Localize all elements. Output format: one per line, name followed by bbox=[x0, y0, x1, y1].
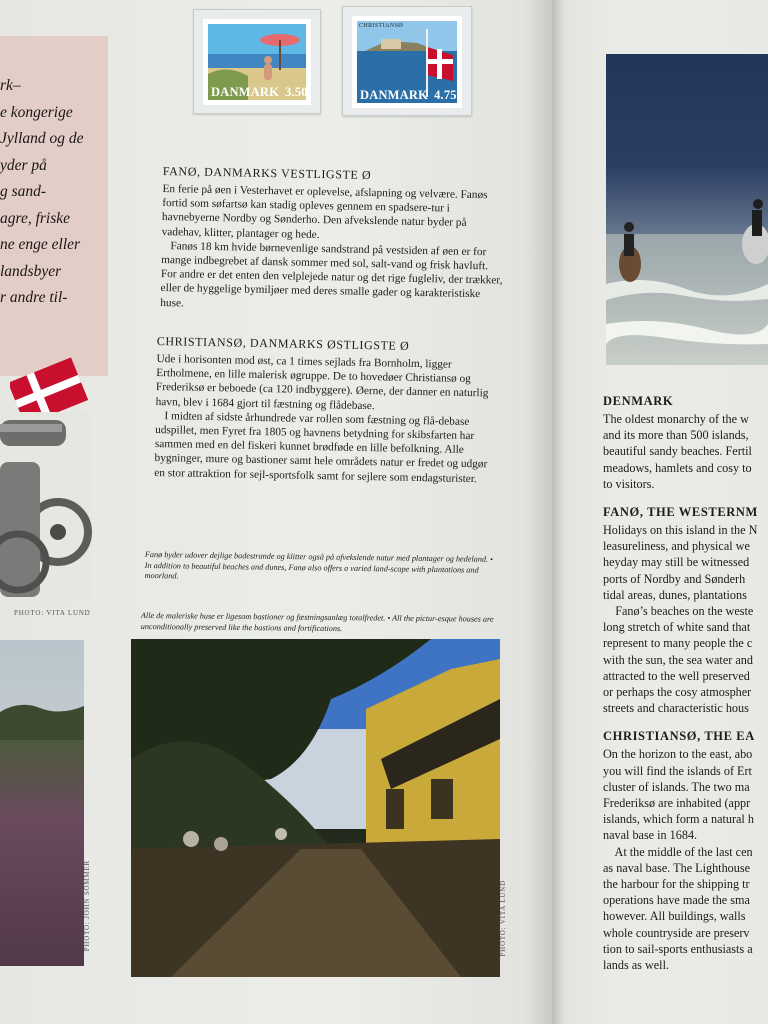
text-line: to visitors. bbox=[603, 476, 655, 491]
stamp-value-label bbox=[211, 85, 308, 100]
text-line: operations have made the sma bbox=[603, 893, 750, 908]
stamp-mount bbox=[193, 9, 321, 114]
heath-landscape-image bbox=[0, 640, 84, 966]
village-photo-credit: PHOTO: VITA LUND bbox=[499, 880, 507, 957]
text-line: The oldest monarchy of the w bbox=[603, 412, 749, 426]
christianso-body bbox=[154, 352, 502, 486]
fano-paragraph: Fanøs 18 km hvide børnevenlige sandstrand på vestsiden af øen er for mange indbegrebet af dansk sommer med sol, salt-vand og frisk havluft. For andre er det enten den velplejede natur og det rige fugleliv, der trækker, eller de hyggelige bymiljøer med deres smalle gader og karakteristiske huse. bbox=[160, 239, 503, 310]
text-line: ports of Nordby and Sønderh bbox=[603, 571, 746, 586]
panel-text bbox=[0, 73, 108, 312]
fano-en-body bbox=[603, 522, 768, 716]
text-line: attracted to the well preserved bbox=[603, 668, 750, 683]
panel-line: r andre til- bbox=[0, 289, 68, 306]
text-line: and its more than 500 islands, bbox=[603, 428, 749, 443]
pink-text-panel bbox=[0, 36, 108, 376]
text-line: whole countryside are preserv bbox=[603, 925, 750, 940]
horse-riders-beach-image bbox=[606, 54, 768, 365]
denmark-body bbox=[603, 411, 768, 492]
text-line: islands, which form a natural h bbox=[603, 812, 754, 827]
cannon-photo-credit: PHOTO: VITA LUND bbox=[14, 609, 91, 617]
text-line: you will find the islands of Ert bbox=[603, 763, 752, 778]
text-line: the harbour for the shipping tr bbox=[603, 877, 750, 892]
fano-body bbox=[160, 182, 506, 316]
panel-line: ne enge eller bbox=[0, 236, 81, 253]
english-column bbox=[603, 394, 768, 973]
text-line: lands as well. bbox=[603, 958, 670, 973]
stamp-christianso bbox=[352, 16, 462, 108]
text-line: Holidays on this island in the N bbox=[603, 523, 758, 538]
text-line: long stretch of white sand that bbox=[603, 620, 751, 635]
fano-paragraph: En ferie på øen i Vesterhavet er oplevelse, afslapning og velvære. Fanøs fortid som søfartsø kan stadig opleves gennem en spadsere-tur i havnebyerne Nordby og Sønderho. Den afvekslende natur byder på vadehav, klitter, plantager og hede. bbox=[161, 182, 488, 241]
panel-line: landsbyer bbox=[0, 262, 62, 280]
stamp-country: DANMARK bbox=[360, 88, 429, 102]
denmark-heading: DENMARK bbox=[603, 394, 674, 408]
text-line: tion to sail-sports enthusiasts a bbox=[603, 941, 753, 956]
christianso-heading: CHRISTIANSØ, DANMARKS ØSTLIGSTE Ø bbox=[156, 334, 410, 353]
text-line: represent to many people the c bbox=[603, 636, 753, 651]
text-line: beautiful sandy beaches. Fertil bbox=[603, 444, 752, 459]
panel-line: g sand- bbox=[0, 183, 47, 200]
text-line: Fanø’s beaches on the weste bbox=[603, 604, 754, 619]
text-line: At the middle of the last cen bbox=[603, 844, 753, 859]
text-line: streets and characteristic hous bbox=[603, 701, 749, 716]
text-line: leasureliness, and physical we bbox=[603, 539, 750, 554]
panel-line: agre, friske bbox=[0, 209, 71, 227]
text-line: meadows, hamlets and cosy to bbox=[603, 460, 752, 475]
stamp-country: DANMARK bbox=[211, 85, 280, 99]
christianso-paragraph: Ude i horisonten mod øst, ca 1 times sejlads fra Bornholm, ligger Ertholmene, en lille malerisk øgruppe. De to hovedøer Christiansø og Frederiksø er beboede (ca 120 indbyggere). Øerne, der danner en naturlig havn, blev i 1684 gjort til fæstning og flådebase. bbox=[155, 352, 489, 412]
panel-line: rk– bbox=[0, 77, 21, 94]
text-line: however. All buildings, walls bbox=[603, 909, 746, 924]
cannon-image bbox=[0, 412, 92, 602]
fano-section-da bbox=[160, 164, 507, 316]
fano-heading: FANØ, DANMARKS VESTLIGSTE Ø bbox=[162, 164, 372, 182]
text-line: with the sun, the sea water and bbox=[603, 652, 753, 667]
panel-line: Jylland og de bbox=[0, 130, 84, 147]
panel-line: yder på bbox=[0, 156, 47, 174]
christianso-section-da bbox=[154, 334, 503, 486]
text-line: Frederiksø are inhabited (appr bbox=[603, 796, 751, 811]
text-line: naval base in 1684. bbox=[603, 828, 698, 843]
text-line: tidal areas, dunes, plantations bbox=[603, 587, 747, 602]
christianso-paragraph: I midten af sidste århundrede var rollen som fæstning og flå-debase udspillet, men Fyret fra 1805 og havnens betydning for skibsfarten har sammen med en del fiskeri kunnet brødføde en lille befolkning. Alle bygninger, mure og bastioner samt hele områdets natur er fredet og udgør en stor attraktion for sejl-sportsfolk samt for sejlere som endagsturister. bbox=[154, 409, 488, 485]
fano-caption: Fanø byder udover dejlige badestrande og klitter også på afvekslende natur med plantager og hedeland. • In addition to beautiful beaches and dunes, Fanø also offers a varied land-scape with plantations and moorland. bbox=[144, 550, 494, 581]
stamp-top-text: CHRISTIANSØ bbox=[359, 23, 404, 29]
christianso-en-heading: CHRISTIANSØ, THE EA bbox=[603, 729, 755, 744]
text-line: cluster of islands. The two ma bbox=[603, 779, 750, 794]
text-line: as naval base. The Lighthouse bbox=[603, 860, 750, 875]
stamp-value-label bbox=[360, 88, 457, 103]
text-line: On the horizon to the east, abo bbox=[603, 747, 753, 762]
stamp-mount bbox=[342, 6, 472, 116]
christianso-village-image bbox=[131, 639, 500, 977]
christianso-en-body bbox=[603, 746, 768, 973]
text-line: or perhaps the cosy atmospher bbox=[603, 685, 752, 700]
stamp-value: 4.75 bbox=[434, 88, 457, 102]
heath-photo-credit: PHOTO: JOHN SOMMER bbox=[83, 860, 91, 952]
stamp-fano bbox=[203, 19, 311, 105]
fano-en-heading: FANØ, THE WESTERNM bbox=[603, 505, 758, 520]
christianso-caption: Alle de maleriske huse er ligesom bastioner og fæstningsanlæg totalfredet. • All the pictur-esque houses are unconditionally preserved like the bastions and fortifications. bbox=[140, 611, 494, 633]
text-line: heyday may still be witnessed bbox=[603, 555, 750, 570]
panel-line: e kongerige bbox=[0, 103, 73, 121]
stamp-value: 3.50 bbox=[285, 85, 308, 99]
